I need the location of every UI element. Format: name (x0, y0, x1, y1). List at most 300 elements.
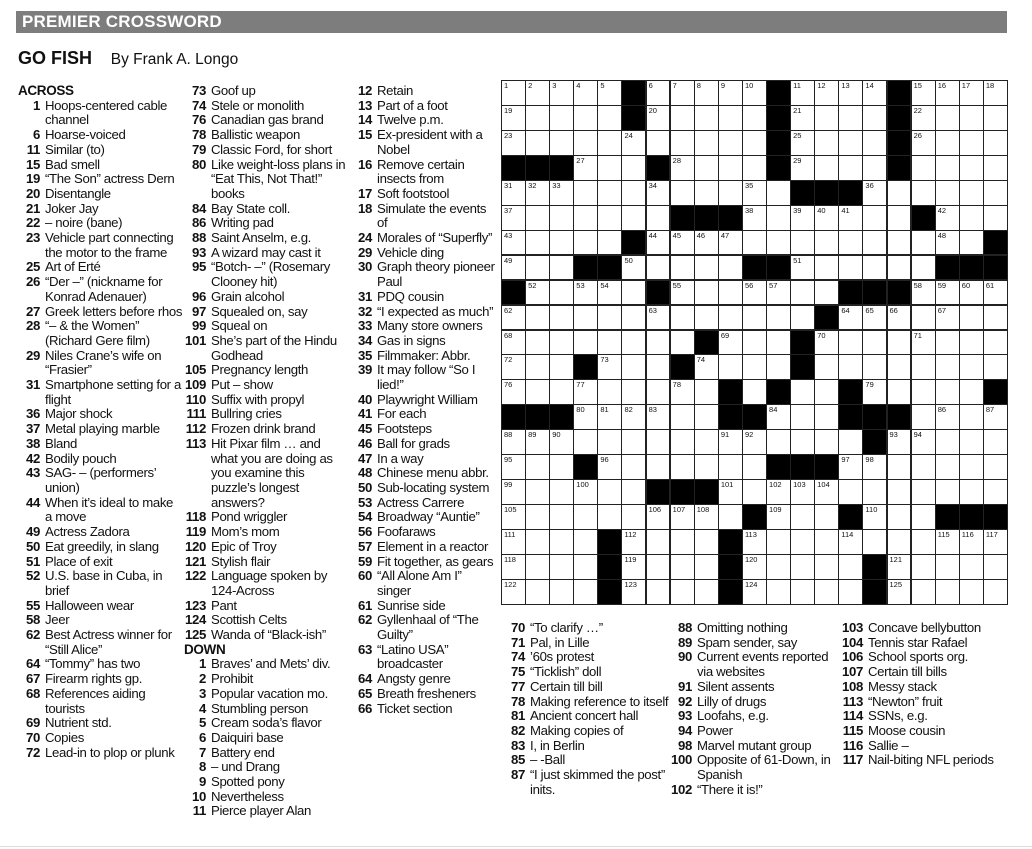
grid-cell[interactable] (742, 280, 767, 306)
grid-cell[interactable] (935, 80, 960, 106)
grid-cell[interactable] (838, 429, 863, 455)
grid-cell[interactable] (862, 80, 887, 106)
grid-cell[interactable] (549, 379, 574, 405)
grid-cell[interactable] (718, 230, 743, 256)
grid-cell[interactable] (501, 529, 526, 555)
grid-cell[interactable] (766, 404, 791, 430)
grid-cell[interactable] (694, 305, 719, 331)
grid-cell[interactable] (525, 429, 550, 455)
grid-cell[interactable] (862, 130, 887, 156)
grid-cell[interactable] (501, 504, 526, 530)
grid-cell[interactable] (525, 230, 550, 256)
grid-cell[interactable] (646, 80, 671, 106)
grid-cell[interactable] (501, 379, 526, 405)
grid-cell[interactable] (790, 529, 815, 555)
grid-cell[interactable] (790, 255, 815, 281)
grid-cell[interactable] (549, 80, 574, 106)
grid-cell[interactable] (911, 554, 936, 580)
grid-cell[interactable] (694, 255, 719, 281)
grid-cell[interactable] (646, 305, 671, 331)
grid-cell[interactable] (718, 180, 743, 206)
grid-cell[interactable] (694, 404, 719, 430)
grid-cell[interactable] (646, 454, 671, 480)
grid-cell[interactable] (525, 454, 550, 480)
grid-cell[interactable] (862, 180, 887, 206)
grid-cell[interactable] (646, 330, 671, 356)
grid-cell[interactable] (766, 180, 791, 206)
grid-cell[interactable] (790, 479, 815, 505)
grid-cell[interactable] (670, 105, 695, 131)
grid-cell[interactable] (766, 504, 791, 530)
grid-cell[interactable] (549, 479, 574, 505)
grid-cell[interactable] (838, 205, 863, 231)
grid-cell[interactable] (670, 280, 695, 306)
grid-cell[interactable] (646, 255, 671, 281)
grid-cell[interactable] (814, 155, 839, 181)
grid-cell[interactable] (911, 255, 936, 281)
grid-cell[interactable] (670, 330, 695, 356)
grid-cell[interactable] (983, 529, 1008, 555)
grid-cell[interactable] (887, 454, 912, 480)
grid-cell[interactable] (766, 305, 791, 331)
grid-cell[interactable] (983, 130, 1008, 156)
grid-cell[interactable] (621, 454, 646, 480)
grid-cell[interactable] (814, 579, 839, 605)
grid-cell[interactable] (621, 579, 646, 605)
grid-cell[interactable] (742, 554, 767, 580)
grid-cell[interactable] (597, 454, 622, 480)
grid-cell[interactable] (694, 130, 719, 156)
grid-cell[interactable] (911, 305, 936, 331)
grid-cell[interactable] (501, 554, 526, 580)
grid-cell[interactable] (862, 305, 887, 331)
grid-cell[interactable] (549, 105, 574, 131)
grid-cell[interactable] (887, 205, 912, 231)
grid-cell[interactable] (549, 454, 574, 480)
grid-cell[interactable] (814, 379, 839, 405)
grid-cell[interactable] (862, 155, 887, 181)
grid-cell[interactable] (862, 379, 887, 405)
grid-cell[interactable] (525, 280, 550, 306)
grid-cell[interactable] (814, 205, 839, 231)
grid-cell[interactable] (814, 554, 839, 580)
grid-cell[interactable] (862, 354, 887, 380)
grid-cell[interactable] (742, 454, 767, 480)
grid-cell[interactable] (742, 180, 767, 206)
grid-cell[interactable] (742, 579, 767, 605)
grid-cell[interactable] (525, 130, 550, 156)
grid-cell[interactable] (597, 180, 622, 206)
grid-cell[interactable] (525, 479, 550, 505)
grid-cell[interactable] (983, 330, 1008, 356)
grid-cell[interactable] (887, 554, 912, 580)
grid-cell[interactable] (935, 230, 960, 256)
grid-cell[interactable] (621, 504, 646, 530)
grid-cell[interactable] (670, 529, 695, 555)
grid-cell[interactable] (935, 105, 960, 131)
grid-cell[interactable] (911, 280, 936, 306)
grid-cell[interactable] (742, 429, 767, 455)
grid-cell[interactable] (790, 404, 815, 430)
grid-cell[interactable] (646, 404, 671, 430)
grid-cell[interactable] (549, 230, 574, 256)
grid-cell[interactable] (525, 305, 550, 331)
grid-cell[interactable] (597, 404, 622, 430)
grid-cell[interactable] (525, 504, 550, 530)
grid-cell[interactable] (573, 230, 598, 256)
grid-cell[interactable] (766, 330, 791, 356)
grid-cell[interactable] (646, 205, 671, 231)
grid-cell[interactable] (814, 330, 839, 356)
grid-cell[interactable] (549, 205, 574, 231)
grid-cell[interactable] (766, 579, 791, 605)
grid-cell[interactable] (983, 579, 1008, 605)
grid-cell[interactable] (621, 529, 646, 555)
grid-cell[interactable] (887, 330, 912, 356)
crossword-grid[interactable] (501, 80, 1007, 604)
grid-cell[interactable] (814, 80, 839, 106)
grid-cell[interactable] (501, 454, 526, 480)
grid-cell[interactable] (597, 305, 622, 331)
grid-cell[interactable] (862, 454, 887, 480)
grid-cell[interactable] (670, 579, 695, 605)
grid-cell[interactable] (911, 379, 936, 405)
grid-cell[interactable] (694, 504, 719, 530)
grid-cell[interactable] (766, 479, 791, 505)
grid-cell[interactable] (790, 554, 815, 580)
grid-cell[interactable] (983, 429, 1008, 455)
grid-cell[interactable] (959, 379, 984, 405)
grid-cell[interactable] (983, 454, 1008, 480)
grid-cell[interactable] (573, 80, 598, 106)
grid-cell[interactable] (911, 130, 936, 156)
grid-cell[interactable] (766, 205, 791, 231)
grid-cell[interactable] (525, 330, 550, 356)
grid-cell[interactable] (742, 155, 767, 181)
grid-cell[interactable] (959, 80, 984, 106)
grid-cell[interactable] (983, 280, 1008, 306)
grid-cell[interactable] (718, 105, 743, 131)
grid-cell[interactable] (573, 504, 598, 530)
grid-cell[interactable] (935, 180, 960, 206)
grid-cell[interactable] (766, 230, 791, 256)
grid-cell[interactable] (935, 205, 960, 231)
grid-cell[interactable] (983, 305, 1008, 331)
grid-cell[interactable] (959, 205, 984, 231)
grid-cell[interactable] (621, 354, 646, 380)
grid-cell[interactable] (670, 305, 695, 331)
grid-cell[interactable] (525, 105, 550, 131)
grid-cell[interactable] (935, 529, 960, 555)
grid-cell[interactable] (597, 80, 622, 106)
grid-cell[interactable] (959, 130, 984, 156)
grid-cell[interactable] (790, 155, 815, 181)
grid-cell[interactable] (983, 404, 1008, 430)
grid-cell[interactable] (621, 305, 646, 331)
grid-cell[interactable] (694, 180, 719, 206)
grid-cell[interactable] (766, 280, 791, 306)
grid-cell[interactable] (766, 354, 791, 380)
grid-cell[interactable] (670, 429, 695, 455)
grid-cell[interactable] (621, 255, 646, 281)
grid-cell[interactable] (718, 354, 743, 380)
grid-cell[interactable] (911, 354, 936, 380)
grid-cell[interactable] (501, 255, 526, 281)
grid-cell[interactable] (742, 205, 767, 231)
grid-cell[interactable] (814, 255, 839, 281)
grid-cell[interactable] (646, 579, 671, 605)
grid-cell[interactable] (935, 429, 960, 455)
grid-cell[interactable] (911, 429, 936, 455)
grid-cell[interactable] (959, 554, 984, 580)
grid-cell[interactable] (718, 429, 743, 455)
grid-cell[interactable] (573, 180, 598, 206)
grid-cell[interactable] (646, 429, 671, 455)
grid-cell[interactable] (501, 479, 526, 505)
grid-cell[interactable] (742, 479, 767, 505)
grid-cell[interactable] (814, 404, 839, 430)
grid-cell[interactable] (838, 130, 863, 156)
grid-cell[interactable] (501, 429, 526, 455)
grid-cell[interactable] (646, 379, 671, 405)
grid-cell[interactable] (646, 130, 671, 156)
grid-cell[interactable] (814, 105, 839, 131)
grid-cell[interactable] (887, 529, 912, 555)
grid-cell[interactable] (573, 205, 598, 231)
grid-cell[interactable] (935, 155, 960, 181)
grid-cell[interactable] (597, 504, 622, 530)
grid-cell[interactable] (694, 454, 719, 480)
grid-cell[interactable] (621, 130, 646, 156)
grid-cell[interactable] (838, 579, 863, 605)
grid-cell[interactable] (911, 180, 936, 206)
grid-cell[interactable] (983, 479, 1008, 505)
grid-cell[interactable] (959, 305, 984, 331)
grid-cell[interactable] (935, 330, 960, 356)
grid-cell[interactable] (790, 429, 815, 455)
grid-cell[interactable] (887, 180, 912, 206)
grid-cell[interactable] (911, 80, 936, 106)
grid-cell[interactable] (573, 155, 598, 181)
grid-cell[interactable] (597, 429, 622, 455)
grid-cell[interactable] (597, 155, 622, 181)
grid-cell[interactable] (911, 155, 936, 181)
grid-cell[interactable] (525, 379, 550, 405)
grid-cell[interactable] (549, 180, 574, 206)
grid-cell[interactable] (983, 554, 1008, 580)
grid-cell[interactable] (621, 330, 646, 356)
grid-cell[interactable] (959, 230, 984, 256)
grid-cell[interactable] (983, 354, 1008, 380)
grid-cell[interactable] (935, 280, 960, 306)
grid-cell[interactable] (573, 479, 598, 505)
grid-cell[interactable] (694, 155, 719, 181)
grid-cell[interactable] (621, 554, 646, 580)
grid-cell[interactable] (646, 554, 671, 580)
grid-cell[interactable] (573, 579, 598, 605)
grid-cell[interactable] (621, 479, 646, 505)
grid-cell[interactable] (597, 230, 622, 256)
grid-cell[interactable] (501, 579, 526, 605)
grid-cell[interactable] (766, 429, 791, 455)
grid-cell[interactable] (766, 529, 791, 555)
grid-cell[interactable] (935, 305, 960, 331)
grid-cell[interactable] (814, 230, 839, 256)
grid-cell[interactable] (694, 230, 719, 256)
grid-cell[interactable] (887, 479, 912, 505)
grid-cell[interactable] (790, 579, 815, 605)
grid-cell[interactable] (935, 354, 960, 380)
grid-cell[interactable] (501, 205, 526, 231)
grid-cell[interactable] (597, 130, 622, 156)
grid-cell[interactable] (525, 255, 550, 281)
grid-cell[interactable] (621, 180, 646, 206)
grid-cell[interactable] (694, 80, 719, 106)
grid-cell[interactable] (646, 230, 671, 256)
grid-cell[interactable] (959, 579, 984, 605)
grid-cell[interactable] (838, 105, 863, 131)
grid-cell[interactable] (573, 429, 598, 455)
grid-cell[interactable] (742, 305, 767, 331)
grid-cell[interactable] (501, 105, 526, 131)
grid-cell[interactable] (959, 454, 984, 480)
grid-cell[interactable] (573, 529, 598, 555)
grid-cell[interactable] (501, 80, 526, 106)
grid-cell[interactable] (670, 404, 695, 430)
grid-cell[interactable] (573, 305, 598, 331)
grid-cell[interactable] (694, 379, 719, 405)
grid-cell[interactable] (718, 454, 743, 480)
grid-cell[interactable] (525, 205, 550, 231)
grid-cell[interactable] (838, 454, 863, 480)
grid-cell[interactable] (983, 205, 1008, 231)
grid-cell[interactable] (501, 180, 526, 206)
grid-cell[interactable] (911, 330, 936, 356)
grid-cell[interactable] (694, 554, 719, 580)
grid-cell[interactable] (646, 354, 671, 380)
grid-cell[interactable] (911, 579, 936, 605)
grid-cell[interactable] (621, 429, 646, 455)
grid-cell[interactable] (694, 579, 719, 605)
grid-cell[interactable] (718, 305, 743, 331)
grid-cell[interactable] (959, 479, 984, 505)
grid-cell[interactable] (742, 354, 767, 380)
grid-cell[interactable] (911, 504, 936, 530)
grid-cell[interactable] (862, 479, 887, 505)
grid-cell[interactable] (742, 529, 767, 555)
grid-cell[interactable] (887, 379, 912, 405)
grid-cell[interactable] (549, 305, 574, 331)
grid-cell[interactable] (694, 354, 719, 380)
grid-cell[interactable] (935, 479, 960, 505)
grid-cell[interactable] (983, 80, 1008, 106)
grid-cell[interactable] (887, 429, 912, 455)
grid-cell[interactable] (694, 105, 719, 131)
grid-cell[interactable] (838, 330, 863, 356)
grid-cell[interactable] (573, 554, 598, 580)
grid-cell[interactable] (959, 180, 984, 206)
grid-cell[interactable] (549, 554, 574, 580)
grid-cell[interactable] (838, 230, 863, 256)
grid-cell[interactable] (694, 429, 719, 455)
grid-cell[interactable] (959, 529, 984, 555)
grid-cell[interactable] (862, 529, 887, 555)
grid-cell[interactable] (862, 504, 887, 530)
grid-cell[interactable] (621, 155, 646, 181)
grid-cell[interactable] (670, 554, 695, 580)
grid-cell[interactable] (887, 230, 912, 256)
grid-cell[interactable] (597, 205, 622, 231)
grid-cell[interactable] (887, 255, 912, 281)
grid-cell[interactable] (790, 504, 815, 530)
grid-cell[interactable] (790, 105, 815, 131)
grid-cell[interactable] (742, 105, 767, 131)
grid-cell[interactable] (501, 130, 526, 156)
grid-cell[interactable] (621, 404, 646, 430)
grid-cell[interactable] (573, 330, 598, 356)
grid-cell[interactable] (814, 354, 839, 380)
grid-cell[interactable] (790, 130, 815, 156)
grid-cell[interactable] (742, 330, 767, 356)
grid-cell[interactable] (549, 504, 574, 530)
grid-cell[interactable] (670, 180, 695, 206)
grid-cell[interactable] (525, 80, 550, 106)
grid-cell[interactable] (959, 105, 984, 131)
grid-cell[interactable] (549, 255, 574, 281)
grid-cell[interactable] (501, 354, 526, 380)
grid-cell[interactable] (887, 305, 912, 331)
grid-cell[interactable] (911, 479, 936, 505)
grid-cell[interactable] (790, 230, 815, 256)
grid-cell[interactable] (959, 155, 984, 181)
grid-cell[interactable] (814, 429, 839, 455)
grid-cell[interactable] (597, 379, 622, 405)
grid-cell[interactable] (670, 80, 695, 106)
grid-cell[interactable] (790, 305, 815, 331)
grid-cell[interactable] (718, 479, 743, 505)
grid-cell[interactable] (862, 255, 887, 281)
grid-cell[interactable] (814, 529, 839, 555)
grid-cell[interactable] (549, 330, 574, 356)
grid-cell[interactable] (742, 379, 767, 405)
grid-cell[interactable] (814, 479, 839, 505)
grid-cell[interactable] (621, 205, 646, 231)
grid-cell[interactable] (670, 230, 695, 256)
grid-cell[interactable] (718, 330, 743, 356)
grid-cell[interactable] (790, 379, 815, 405)
grid-cell[interactable] (573, 280, 598, 306)
grid-cell[interactable] (911, 105, 936, 131)
grid-cell[interactable] (718, 155, 743, 181)
grid-cell[interactable] (911, 529, 936, 555)
grid-cell[interactable] (838, 554, 863, 580)
grid-cell[interactable] (959, 330, 984, 356)
grid-cell[interactable] (838, 529, 863, 555)
grid-cell[interactable] (790, 280, 815, 306)
grid-cell[interactable] (597, 105, 622, 131)
grid-cell[interactable] (549, 579, 574, 605)
grid-cell[interactable] (790, 80, 815, 106)
grid-cell[interactable] (838, 479, 863, 505)
grid-cell[interactable] (742, 80, 767, 106)
grid-cell[interactable] (501, 230, 526, 256)
grid-cell[interactable] (887, 504, 912, 530)
grid-cell[interactable] (646, 180, 671, 206)
grid-cell[interactable] (646, 504, 671, 530)
grid-cell[interactable] (887, 579, 912, 605)
grid-cell[interactable] (525, 554, 550, 580)
grid-cell[interactable] (597, 354, 622, 380)
